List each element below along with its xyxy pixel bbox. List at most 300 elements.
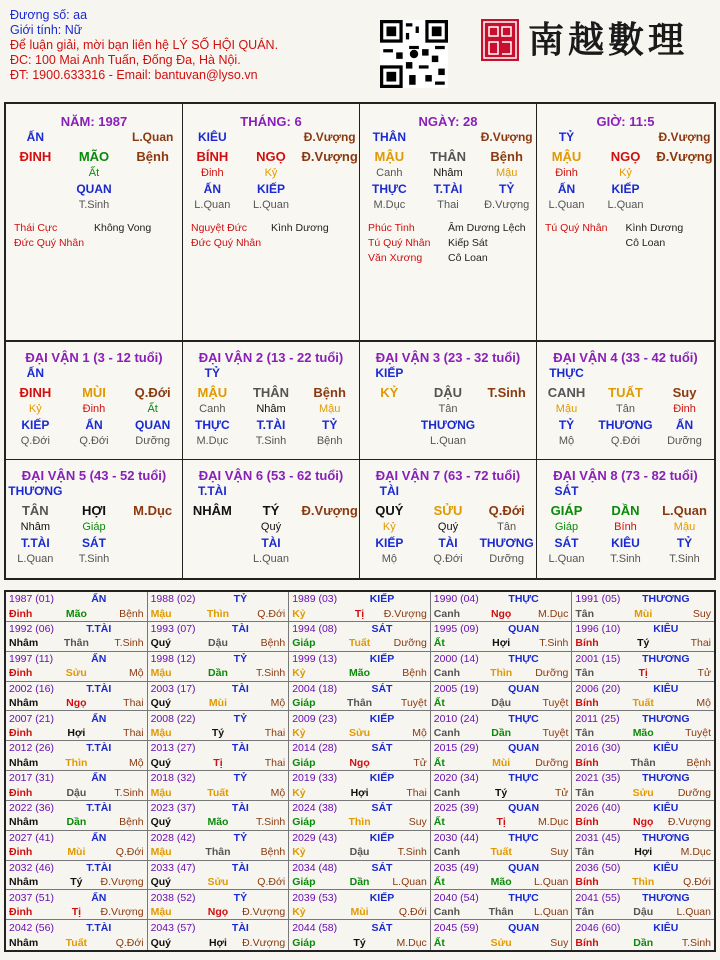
year-cell <box>289 890 431 920</box>
phone-email[interactable]: ĐT: 1900.633316 - Email: bantuvan@lyso.vn <box>10 68 258 82</box>
year-god: KIÊU <box>653 921 679 934</box>
ten-god: TÀI <box>379 484 399 498</box>
ten-god: KIÊU <box>197 130 227 144</box>
year-stage: Dưỡng <box>535 667 569 680</box>
life-stage: Mộ <box>381 553 397 565</box>
cycle-cell <box>360 342 537 460</box>
cell-title: NĂM: 1987 <box>60 114 128 129</box>
hidden-god: T.TÀI <box>256 418 286 432</box>
year-stage: Đ.Vượng <box>100 905 144 918</box>
hidden-stem-row <box>537 165 714 181</box>
life-stage <box>360 433 419 449</box>
qr-code-icon[interactable] <box>380 20 448 88</box>
hidden-stem: Canh <box>199 403 226 415</box>
year-label: 2019 (33) <box>292 772 338 785</box>
year-label: 1995 (09) <box>433 623 479 636</box>
year-label: 2005 (19) <box>433 682 479 695</box>
year-label: 2014 (28) <box>292 742 338 755</box>
hidden-god: TỶ <box>558 418 575 432</box>
hidden-stem: Mậu <box>318 403 341 415</box>
year-god: QUAN <box>508 682 540 695</box>
cell-title: ĐẠI VẬN 6 (53 - 62 tuổi) <box>198 468 344 483</box>
year-label: 2012 (26) <box>9 742 54 755</box>
hidden-god-row <box>537 417 714 433</box>
year-stage: Mộ <box>696 697 711 710</box>
ten-god <box>300 483 359 499</box>
life-stage <box>123 197 182 213</box>
year-god: THƯƠNG <box>642 891 690 904</box>
year-god: KIẾP <box>369 891 395 904</box>
year-branch: Ngọ <box>490 607 512 620</box>
year-stage: Q.Đới <box>115 936 144 949</box>
year-stem: Bính <box>575 876 599 889</box>
hidden-god <box>360 417 419 433</box>
stars-left <box>14 221 94 251</box>
year-god: ẤN <box>91 593 107 606</box>
year-stem: Tân <box>575 846 595 859</box>
star-item: Thái Cực <box>14 222 58 234</box>
stem-branch: DẦN <box>611 503 640 518</box>
hidden-god-row <box>6 181 182 197</box>
year-cell <box>289 622 431 652</box>
hidden-stem <box>300 165 359 181</box>
year-cell <box>148 622 290 652</box>
year-stage: Thai <box>406 786 427 799</box>
year-stem: Quý <box>150 637 172 650</box>
year-branch: Tý <box>495 786 508 799</box>
hidden-god <box>123 535 182 551</box>
year-cell <box>431 592 573 622</box>
year-label: 2027 (41) <box>9 831 54 844</box>
hidden-god-row <box>183 181 359 197</box>
star-item: Văn Xương <box>368 252 423 264</box>
year-stem: Canh <box>433 726 461 739</box>
year-stem: Giáp <box>292 697 316 710</box>
year-label: 1996 (10) <box>575 623 621 636</box>
year-god: TỶ <box>233 712 248 725</box>
year-god: KIẾP <box>369 593 395 606</box>
hidden-god-row <box>360 417 536 433</box>
hidden-god: QUAN <box>76 182 112 196</box>
hidden-stem: Tân <box>497 521 517 533</box>
year-cell <box>572 622 714 652</box>
year-cell <box>289 861 431 891</box>
year-god: KIẾP <box>369 652 395 665</box>
header-info <box>10 8 278 83</box>
year-stem: Kỷ <box>292 905 306 918</box>
year-cell <box>6 890 148 920</box>
stem-branch: Đ.Vượng <box>301 149 358 164</box>
hidden-god <box>300 181 359 197</box>
year-branch: Hợi <box>208 936 227 949</box>
hidden-god <box>300 535 359 551</box>
hidden-stem: Giáp <box>82 521 106 533</box>
year-branch: Dần <box>349 876 370 889</box>
year-label: 2010 (24) <box>433 712 479 725</box>
year-cell <box>6 652 148 682</box>
year-label: 2031 (45) <box>575 831 621 844</box>
year-stem: Tân <box>575 905 595 918</box>
life-stage-row <box>537 433 714 449</box>
cell-title: GIỜ: 11:5 <box>596 114 655 129</box>
ten-god <box>123 483 182 499</box>
year-god: TỶ <box>233 593 248 606</box>
year-stem: Canh <box>433 667 461 680</box>
year-branch: Mão <box>490 876 512 889</box>
year-god: TÀI <box>231 623 249 636</box>
year-branch: Mão <box>65 607 87 620</box>
year-branch: Dậu <box>633 905 654 918</box>
ten-god: SÁT <box>554 484 579 498</box>
hidden-god-row <box>360 181 536 197</box>
life-stage: T.Sinh <box>610 553 641 565</box>
year-cell <box>572 831 714 861</box>
year-label: 1998 (12) <box>150 652 196 665</box>
stem-branch-row <box>6 503 182 519</box>
year-branch: Mùi <box>208 697 227 710</box>
life-stage-row <box>537 551 714 567</box>
hidden-stem: Mậu <box>673 521 696 533</box>
year-cell <box>431 861 573 891</box>
ten-god-row <box>360 365 536 381</box>
life-stage: Dưỡng <box>667 435 702 447</box>
year-branch: Dậu <box>491 697 512 710</box>
stem-branch: MẬU <box>197 385 228 400</box>
hidden-god-row <box>537 535 714 551</box>
life-stage: Mộ <box>558 435 575 447</box>
ten-god: TỶ <box>204 366 220 380</box>
stem-branch: Bệnh <box>490 149 523 164</box>
year-branch: Ngọ <box>66 697 87 710</box>
year-cell <box>431 652 573 682</box>
year-label: 2009 (23) <box>292 712 338 725</box>
cycle-cell <box>183 342 360 460</box>
year-stem: Quý <box>150 756 172 769</box>
cell-title: ĐẠI VẬN 8 (73 - 82 tuổi) <box>553 468 698 483</box>
hidden-stem: Bính <box>614 521 637 533</box>
ten-god-row <box>183 129 359 145</box>
hidden-stem-row <box>537 519 714 535</box>
year-god: SÁT <box>371 921 393 934</box>
ten-god: KIẾP <box>375 366 404 380</box>
year-label: 2007 (21) <box>9 712 54 725</box>
stem-branch: NGỌ <box>256 149 286 164</box>
year-label: 2045 (59) <box>433 921 479 934</box>
life-stage <box>655 197 714 213</box>
year-stage: T.Sinh <box>397 846 427 859</box>
life-stage-row <box>537 197 714 213</box>
year-branch: Thân <box>488 905 514 918</box>
year-stage: Tử <box>413 756 427 769</box>
stem-branch-row <box>537 503 714 519</box>
year-stage: Bệnh <box>402 667 427 680</box>
annual-table <box>4 590 716 952</box>
hidden-stem-row <box>360 165 536 181</box>
ten-god: Đ.Vượng <box>303 130 356 144</box>
hidden-god: QUAN <box>134 418 171 432</box>
ten-god-row <box>6 365 182 381</box>
year-stem: Tân <box>575 667 595 680</box>
year-stage: Dưỡng <box>677 786 711 799</box>
year-stage: Tuyệt <box>400 697 427 710</box>
hidden-stem <box>477 401 536 417</box>
year-stage: Bệnh <box>119 816 144 829</box>
address: ĐC: 100 Mai Anh Tuấn, Đống Đa, Hà Nội. <box>10 53 241 67</box>
year-stage: Suy <box>550 846 569 859</box>
hidden-god-row <box>183 417 359 433</box>
year-label: 1987 (01) <box>9 593 54 606</box>
year-cell <box>6 771 148 801</box>
hidden-stem <box>300 519 359 535</box>
year-branch: Dần <box>633 936 654 949</box>
life-stage: L.Quan <box>548 553 585 565</box>
year-branch: Sửu <box>632 786 654 799</box>
year-branch: Dần <box>66 816 87 829</box>
year-label: 1991 (05) <box>575 593 621 606</box>
ten-god <box>65 129 124 145</box>
stem-branch: TUẤT <box>608 385 643 400</box>
year-cell <box>572 592 714 622</box>
year-cell <box>289 592 431 622</box>
contact-note: Để luận giải, mời bạn liên hệ LÝ SỐ HỘI QUÁN. <box>10 38 279 52</box>
hidden-god: KIẾP <box>611 182 640 196</box>
hidden-god: ẤN <box>675 418 694 432</box>
cycle-cell <box>6 460 183 578</box>
year-god: T.TÀI <box>86 921 112 934</box>
year-cell <box>148 861 290 891</box>
year-cell <box>572 801 714 831</box>
hidden-god: THƯƠNG <box>598 418 653 432</box>
year-branch: Sửu <box>207 876 229 889</box>
hidden-god: TÀI <box>438 536 458 550</box>
year-cell <box>572 890 714 920</box>
year-stage: Tuyệt <box>542 697 569 710</box>
special-stars <box>183 221 359 251</box>
life-stage: Dưỡng <box>489 553 525 565</box>
stars-right <box>626 221 707 251</box>
stem-branch: TÝ <box>262 503 280 518</box>
hidden-stem <box>123 165 182 181</box>
life-stage: L.Quan <box>17 553 54 565</box>
stem-branch: L.Quan <box>662 503 707 518</box>
year-label: 2015 (29) <box>433 742 479 755</box>
hidden-god: ẤN <box>85 418 103 432</box>
year-stem: Giáp <box>292 756 316 769</box>
stem-branch: GIÁP <box>550 503 583 518</box>
life-stage: Đ.Vượng <box>484 199 530 211</box>
life-stage: Thai <box>437 199 459 211</box>
year-god: THỰC <box>508 891 539 904</box>
year-god: SÁT <box>371 682 393 695</box>
hidden-god <box>123 181 182 197</box>
year-branch: Tị <box>496 816 506 829</box>
year-label: 2023 (37) <box>150 802 196 815</box>
life-stage: T.Sinh <box>78 553 110 565</box>
cycle-cell <box>537 460 714 578</box>
stars-right <box>94 221 174 251</box>
year-god: SÁT <box>371 623 393 636</box>
year-stem: Kỷ <box>292 846 306 859</box>
year-stem: Ất <box>433 816 445 829</box>
year-cell <box>289 682 431 712</box>
year-stem: Quý <box>150 876 172 889</box>
year-label: 1990 (04) <box>433 593 479 606</box>
year-god: KIÊU <box>653 861 679 874</box>
year-cell <box>431 682 573 712</box>
year-god: SÁT <box>371 802 393 815</box>
year-branch: Thân <box>347 697 373 710</box>
hidden-stem: Nhâm <box>20 521 50 533</box>
year-stage: M.Dục <box>538 607 569 620</box>
year-label: 2021 (35) <box>575 772 621 785</box>
year-stage: Đ.Vượng <box>242 936 286 949</box>
ten-god-row <box>6 129 182 145</box>
star-item: Nguyệt Đức <box>191 222 248 234</box>
hidden-god <box>477 417 536 433</box>
stem-branch: NHÂM <box>192 503 232 518</box>
year-stage: T.Sinh <box>114 637 144 650</box>
year-stage: Thai <box>690 637 711 650</box>
year-cell <box>148 890 290 920</box>
year-cell <box>148 652 290 682</box>
year-label: 2039 (53) <box>292 891 338 904</box>
year-label: 2016 (30) <box>575 742 621 755</box>
star-item: Cô Loan <box>625 237 666 249</box>
hidden-god-row <box>6 417 182 433</box>
year-cell <box>6 592 148 622</box>
ten-god <box>477 483 536 499</box>
stem-branch: DẬU <box>433 385 463 400</box>
hidden-god: KIÊU <box>611 536 640 550</box>
year-stage: T.Sinh <box>681 936 711 949</box>
year-stage: Tuyệt <box>685 726 711 739</box>
hidden-god: T.TÀI <box>20 536 50 550</box>
year-branch: Tị <box>638 667 648 680</box>
year-cell <box>6 831 148 861</box>
hidden-god: KIẾP <box>21 418 50 432</box>
year-cell <box>148 831 290 861</box>
year-stage: Q.Đới <box>683 876 711 889</box>
stem-branch: BÍNH <box>196 149 229 164</box>
year-cell <box>431 831 573 861</box>
stem-branch: Bệnh <box>313 385 346 400</box>
year-label: 2028 (42) <box>150 831 196 844</box>
year-stem: Ất <box>433 756 445 769</box>
owner-label: Đương số: aa <box>10 8 88 22</box>
hidden-stem: Đinh <box>673 403 696 415</box>
year-stage: L.Quan <box>533 876 569 889</box>
cell-title: ĐẠI VẬN 2 (13 - 22 tuổi) <box>198 350 344 365</box>
cycle-cell <box>183 460 360 578</box>
year-god: KIẾP <box>369 712 395 725</box>
life-stage: L.Quan <box>252 199 290 211</box>
year-branch: Ngọ <box>632 816 654 829</box>
cell-title: ĐẠI VẬN 7 (63 - 72 tuổi) <box>375 468 521 483</box>
ten-god: L.Quan <box>131 130 174 144</box>
year-stage: Mộ <box>270 786 286 799</box>
stem-branch-row <box>537 149 714 165</box>
four-pillars <box>4 102 716 342</box>
year-label: 2008 (22) <box>150 712 196 725</box>
pillar-cell <box>360 104 537 340</box>
hidden-stem: Kỷ <box>619 167 632 179</box>
year-branch: Thìn <box>348 816 371 829</box>
hidden-god: KIẾP <box>375 536 404 550</box>
hidden-stem: Đinh <box>201 167 224 179</box>
year-stem: Giáp <box>292 816 316 829</box>
year-god: THƯƠNG <box>642 831 690 844</box>
hidden-stem: Ất <box>88 167 100 179</box>
year-stage: T.Sinh <box>256 816 286 829</box>
year-cell <box>431 771 573 801</box>
year-cell <box>289 711 431 741</box>
ten-god <box>300 365 359 381</box>
year-stem: Đinh <box>9 846 33 859</box>
year-stem: Nhâm <box>9 876 39 889</box>
year-stem: Nhâm <box>9 697 39 710</box>
year-stem: Đinh <box>9 905 33 918</box>
hidden-stem-row <box>360 401 536 417</box>
hidden-god-row <box>537 181 714 197</box>
year-stem: Mậu <box>150 905 172 918</box>
year-label: 2026 (40) <box>575 802 621 815</box>
star-item: Kình Dương <box>625 222 684 234</box>
year-stem: Canh <box>433 607 461 620</box>
year-label: 2013 (27) <box>150 742 196 755</box>
year-stem: Kỷ <box>292 786 306 799</box>
year-label: 2046 (60) <box>575 921 621 934</box>
hidden-stem <box>6 165 65 181</box>
stem-branch-row <box>183 503 359 519</box>
stem-branch: KỶ <box>380 385 399 400</box>
life-stage: Bệnh <box>316 435 343 447</box>
year-stem: Nhâm <box>9 936 39 949</box>
hidden-stem: Quý <box>437 521 459 533</box>
year-stem: Ất <box>433 936 445 949</box>
hidden-god: TỶ <box>498 182 515 196</box>
year-stem: Canh <box>433 846 461 859</box>
year-stage: Tử <box>554 786 569 799</box>
year-label: 2032 (46) <box>9 861 54 874</box>
year-branch: Tý <box>637 637 650 650</box>
year-branch: Hợi <box>67 726 86 739</box>
year-cell <box>572 861 714 891</box>
hidden-stem <box>360 401 419 417</box>
hidden-stem: Mậu <box>555 403 578 415</box>
hidden-stem-row <box>183 519 359 535</box>
hidden-stem: Nhâm <box>256 403 286 415</box>
ten-god-row <box>537 483 714 499</box>
year-god: TỶ <box>233 891 248 904</box>
year-god: KIẾP <box>369 772 395 785</box>
life-stage: T.Sinh <box>669 553 700 565</box>
year-label: 2040 (54) <box>433 891 479 904</box>
stem-branch-row <box>537 385 714 401</box>
year-stage: Q.Đới <box>115 846 144 859</box>
stem-branch: T.Sinh <box>487 385 526 400</box>
stem-branch: NGỌ <box>610 149 641 164</box>
year-branch: Mão <box>349 667 371 680</box>
cycle-cell <box>360 460 537 578</box>
stem-branch: THÂN <box>429 149 467 164</box>
year-stem: Đinh <box>9 667 33 680</box>
year-god: TÀI <box>231 802 249 815</box>
year-stage: Dưỡng <box>393 637 427 650</box>
life-stage <box>477 433 536 449</box>
year-god: KIÊU <box>653 742 679 755</box>
luck-cycles <box>4 342 716 580</box>
year-cell <box>431 801 573 831</box>
